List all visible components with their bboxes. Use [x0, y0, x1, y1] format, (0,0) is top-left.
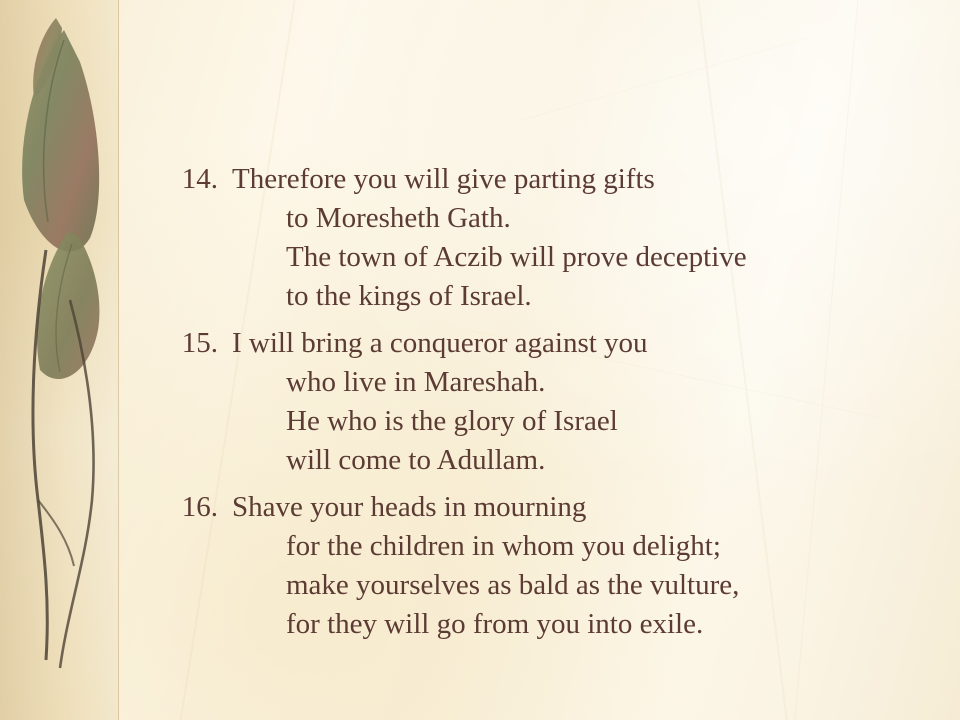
verse-number: 16. — [181, 491, 218, 523]
verse-lines — [232, 488, 940, 644]
verse-number: 14. — [181, 163, 218, 195]
verse-list — [150, 160, 940, 652]
verse-line: I will bring a conqueror against you — [232, 327, 648, 359]
verse-line: for the children in whom you delight; — [286, 530, 721, 562]
verse-line: make yourselves as bald as the vulture, — [286, 569, 740, 601]
verse-line: will come to Adullam. — [286, 444, 546, 476]
verse-line: Therefore you will give parting gifts — [232, 163, 655, 195]
verse-lines — [232, 324, 940, 480]
verse-line: to the kings of Israel. — [286, 280, 532, 312]
verse-line: to Moresheth Gath. — [286, 202, 511, 234]
verse-block — [150, 160, 940, 316]
verse-line: who live in Mareshah. — [286, 366, 546, 398]
verse-number: 15. — [181, 327, 218, 359]
verse-lines — [232, 160, 940, 316]
verse-block — [150, 488, 940, 644]
verse-line: The town of Aczib will prove deceptive — [286, 241, 747, 273]
verse-line: He who is the glory of Israel — [286, 405, 618, 437]
marble-vein — [520, 37, 809, 121]
verse-block — [150, 324, 940, 480]
verse-line: for they will go from you into exile. — [286, 608, 704, 640]
dried-leaf-branch-icon — [0, 0, 144, 700]
verse-line: Shave your heads in mourning — [232, 491, 587, 523]
